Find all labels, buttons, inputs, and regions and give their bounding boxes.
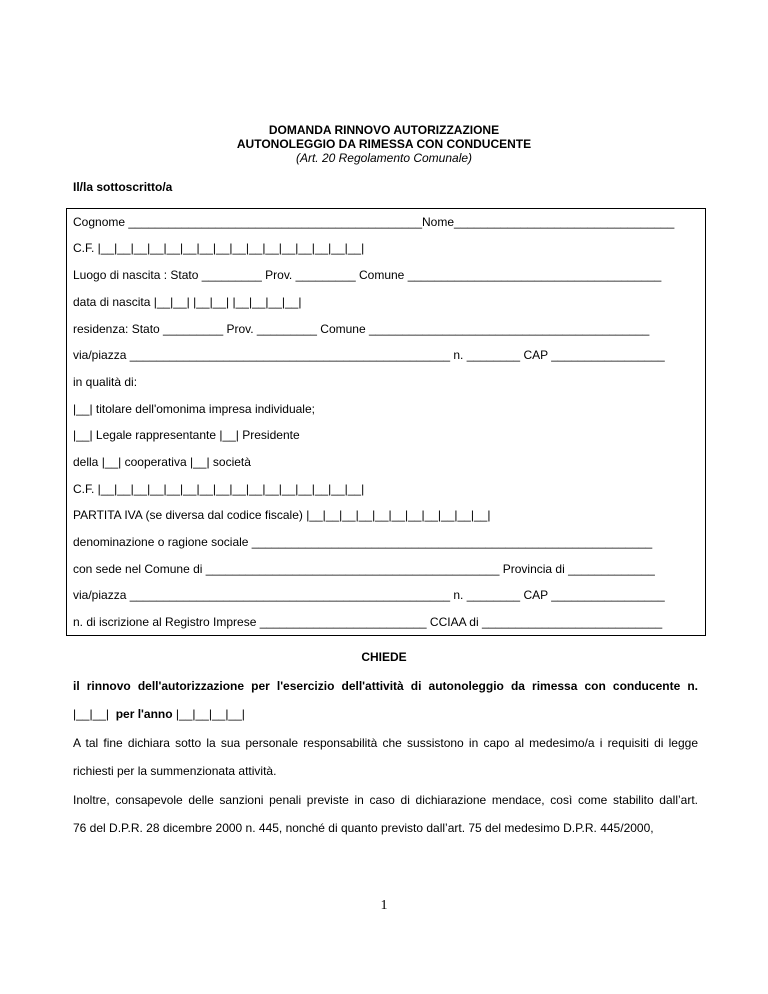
anno-row <box>73 707 698 721</box>
anno-field[interactable]: |__|__|__|__| <box>175 707 245 721</box>
subtitle: (Art. 20 Regolamento Comunale) <box>295 151 473 165</box>
sede-comune-field[interactable]: con sede nel Comune di ____________________________________________ Provincia di _____________ <box>73 562 655 576</box>
residenza-field[interactable]: residenza: Stato _________ Prov. _________ Comune __________________________________________ <box>73 322 650 336</box>
inoltre-line-1: Inoltre, consapevole delle sanzioni penali previste in caso di dichiarazione mendace, così come stabilito dall’art. <box>73 793 698 807</box>
dichiara-line-2: richiesti per la summenzionata attività. <box>73 764 277 778</box>
partita-iva-field[interactable]: PARTITA IVA (se diversa dal codice fiscale) |__|__|__|__|__|__|__|__|__|__|__| <box>73 508 491 522</box>
codice-fiscale-impresa-field[interactable]: C.F. |__|__|__|__|__|__|__|__|__|__|__|__|__|__|__|__| <box>73 482 365 496</box>
via-piazza-sede-field[interactable]: via/piazza ________________________________________________ n. ________ CAP _________________ <box>73 588 665 602</box>
codice-fiscale-field[interactable]: C.F. |__|__|__|__|__|__|__|__|__|__|__|__|__|__|__|__| <box>73 241 365 255</box>
denominazione-field[interactable]: denominazione o ragione sociale ____________________________________________________________ <box>73 535 653 549</box>
titolare-checkbox[interactable]: |__| titolare dell'omonima impresa individuale; <box>73 402 315 416</box>
data-nascita-field[interactable]: data di nascita |__|__| |__|__| |__|__|__|__| <box>73 295 302 309</box>
inoltre-line-2: 76 del D.P.R. 28 dicembre 2000 n. 445, nonché di quanto previsto dall’art. 75 del medesimo D.P.R. 445/2000, <box>73 821 654 835</box>
title-line-2: AUTONOLEGGIO DA RIMESSA CON CONDUCENTE <box>236 137 532 151</box>
via-piazza-field[interactable]: via/piazza ________________________________________________ n. ________ CAP _________________ <box>73 348 665 362</box>
legale-presidente-checkbox[interactable]: |__| Legale rappresentante |__| Presidente <box>73 428 300 442</box>
chiede-heading: CHIEDE <box>361 650 407 664</box>
page-number: 1 <box>380 898 388 913</box>
qualita-label: in qualità di: <box>73 375 138 389</box>
title-line-1: DOMANDA RINNOVO AUTORIZZAZIONE <box>268 123 500 137</box>
cognome-nome-field[interactable]: Cognome ____________________________________________Nome_________________________________ <box>73 215 675 229</box>
dichiara-line-1: A tal fine dichiara sotto la sua personale responsabilità che sussistono in capo al medesimo/a i requisiti di legge <box>73 736 698 750</box>
intro-label: Il/la sottoscritto/a <box>73 180 173 194</box>
anno-label: per l'anno <box>115 707 173 721</box>
document-header <box>0 123 768 165</box>
luogo-nascita-field[interactable]: Luogo di nascita : Stato _________ Prov. _________ Comune ______________________________________ <box>73 268 662 282</box>
registro-imprese-field[interactable]: n. di iscrizione al Registro Imprese _________________________ CCIAA di ___________________________ <box>73 615 663 629</box>
autorizzazione-number-field[interactable]: |__|__| <box>73 707 110 721</box>
rinnovo-text: il rinnovo dell'autorizzazione per l'esercizio dell'attività di autonoleggio da rimessa con conducente n. <box>73 679 698 693</box>
cooperativa-societa-checkbox[interactable]: della |__| cooperativa |__| società <box>73 455 251 469</box>
